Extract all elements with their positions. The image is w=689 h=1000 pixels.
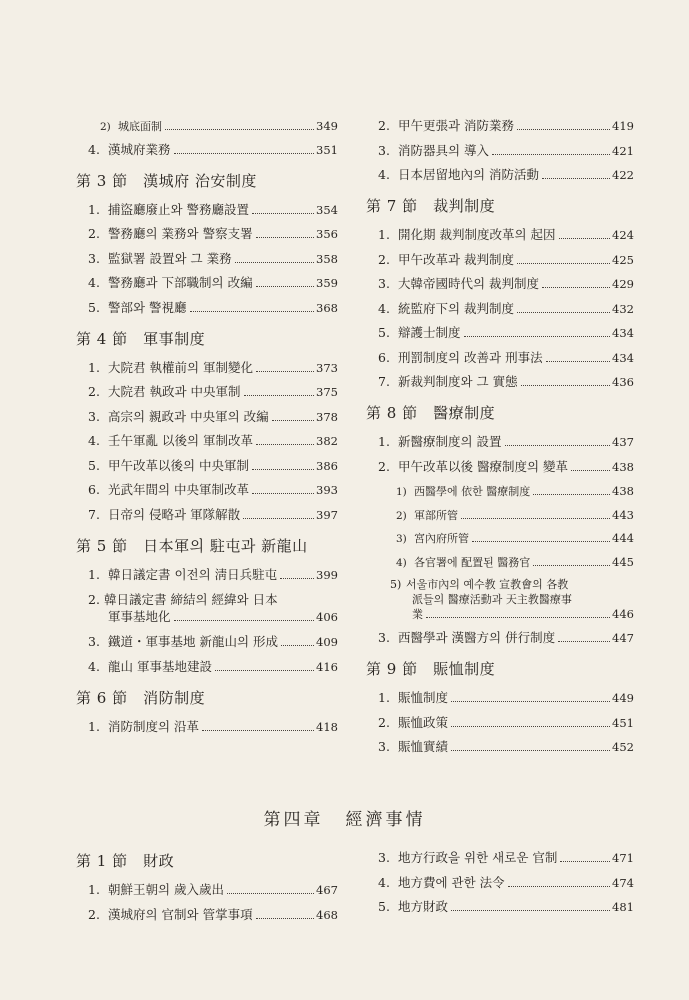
toc-entry <box>76 300 338 316</box>
page-number: 375 <box>316 385 338 399</box>
toc-entry <box>76 882 338 898</box>
toc-entry <box>366 118 634 134</box>
entry-number: 3. <box>88 250 100 266</box>
entry-number: 3. <box>378 276 390 291</box>
toc-entry <box>366 434 634 450</box>
entry-title: 壬午軍亂 以後의 軍制改革 <box>108 433 254 448</box>
entry-title: 漢城府業務 <box>108 141 171 157</box>
page-number: 434 <box>612 350 634 365</box>
page-number: 349 <box>316 119 338 133</box>
toc-entry <box>366 483 634 500</box>
page-number: 409 <box>316 635 338 649</box>
page-number: 449 <box>612 691 634 705</box>
entry-number: 4. <box>378 167 390 182</box>
dot-leader <box>215 670 314 671</box>
entry-title: 各官署에 配置된 醫務官 <box>414 555 531 569</box>
dot-leader <box>256 371 314 372</box>
entry-number: 3. <box>378 630 390 645</box>
toc-entry-line <box>366 577 634 592</box>
section-heading: 第 8 節 醫療制度 <box>366 404 496 422</box>
entry-number: 5. <box>378 899 390 914</box>
dot-leader <box>426 617 610 618</box>
entry-number: 1. <box>88 718 100 734</box>
toc-entry <box>366 325 634 341</box>
page-number: 418 <box>316 719 338 734</box>
entry-title: 監獄署 設置와 그 業務 <box>108 250 232 266</box>
dot-leader <box>542 287 610 288</box>
entry-title: 西醫學에 依한 醫療制度 <box>414 485 531 498</box>
dot-leader <box>542 178 610 179</box>
toc-entry-line <box>76 608 338 626</box>
page-number: 437 <box>612 435 634 449</box>
entry-number: 4. <box>378 874 390 890</box>
page-number: 467 <box>316 883 338 897</box>
entry-title: 西醫學과 漢醫方의 併行制度 <box>398 630 556 645</box>
entry-title: 新裁判制度와 그 實態 <box>398 374 518 389</box>
entry-number: 1. <box>88 359 100 375</box>
toc-entry-multiline <box>76 591 338 626</box>
dot-leader <box>533 494 610 495</box>
dot-leader <box>280 578 314 579</box>
entry-title: 賑恤實績 <box>398 739 449 754</box>
entry-title: 捕盜廳廢止와 警務廳設置 <box>108 201 250 217</box>
entry-title: 統監府下의 裁判制度 <box>398 300 515 316</box>
toc-entry <box>76 118 338 135</box>
toc-entry <box>366 276 634 292</box>
dot-leader <box>472 541 610 542</box>
entry-title: 警務廳과 下部職制의 改編 <box>108 275 253 290</box>
toc-entry <box>366 374 634 390</box>
toc-entry <box>76 275 338 291</box>
entry-number: 4. <box>88 658 100 674</box>
entry-number: 6. <box>378 349 390 365</box>
toc-entry <box>76 507 338 523</box>
entry-number: 2. <box>378 458 390 474</box>
dot-leader <box>517 263 610 264</box>
entry-title: 新醫療制度의 設置 <box>398 434 502 449</box>
entry-title: 地方財政 <box>398 899 449 914</box>
entry-title: 城底面制 <box>118 120 162 133</box>
entry-title: 韓日議定書 締結의 經緯와 日本 <box>104 592 278 607</box>
entry-title: 漢城府의 官制와 管掌事項 <box>108 906 253 922</box>
entry-number: 3. <box>378 142 390 158</box>
entry-number: 1) <box>396 486 407 498</box>
page-number: 446 <box>612 607 634 621</box>
entry-number: 1. <box>88 882 100 897</box>
page-number: 444 <box>612 531 634 545</box>
entry-title: 辯護士制度 <box>398 325 461 340</box>
entry-number: 3. <box>88 634 100 649</box>
entry-number: 2) <box>100 121 111 133</box>
toc-entry <box>76 142 338 158</box>
entry-number: 3. <box>378 739 390 754</box>
entry-number: 2. <box>88 226 100 241</box>
entry-title: 高宗의 親政과 中央軍의 改編 <box>108 408 269 424</box>
entry-number: 2. <box>88 592 100 607</box>
entry-number: 1. <box>378 227 390 242</box>
entry-number: 2. <box>378 251 390 267</box>
chapter-label: 第四章 <box>263 810 324 830</box>
dot-leader <box>521 385 610 386</box>
entry-number: 2. <box>88 384 100 399</box>
page-number: 434 <box>612 326 634 340</box>
toc-entry <box>76 226 338 242</box>
toc-entry <box>366 530 634 547</box>
page-number: 373 <box>316 360 338 375</box>
page-number: 378 <box>316 409 338 424</box>
entry-title: 龍山 軍事基地建設 <box>108 658 212 674</box>
entry-number: 2) <box>396 509 407 522</box>
page-number: 445 <box>612 554 634 569</box>
dot-leader <box>451 726 610 727</box>
entry-title: 韓日議定書 이전의 淸日兵駐屯 <box>108 566 278 582</box>
entry-title: 光武年間의 中央軍制改革 <box>108 482 250 497</box>
dot-leader <box>174 153 315 154</box>
toc-entry <box>366 507 634 524</box>
toc-entry <box>76 634 338 650</box>
toc-entry <box>76 433 338 449</box>
page-number: 429 <box>612 277 634 291</box>
chapter-title: 經濟事情 <box>345 810 426 830</box>
entry-title: 日本居留地內의 消防活動 <box>398 167 540 182</box>
entry-number: 5) <box>390 578 402 591</box>
dot-leader <box>256 918 314 919</box>
page-number: 358 <box>316 251 338 266</box>
entry-number: 7. <box>88 506 100 522</box>
toc-entry <box>366 459 634 475</box>
entry-number: 5. <box>88 299 100 315</box>
page-number: 438 <box>612 484 634 498</box>
page-number: 419 <box>612 119 634 133</box>
chapter-heading <box>0 805 689 830</box>
section-heading: 第 6 節 消防制度 <box>76 688 206 707</box>
toc-entry <box>76 409 338 425</box>
entry-title: 大院君 執政과 中央軍制 <box>108 384 241 399</box>
entry-title: 宮內府所管 <box>414 532 469 545</box>
dot-leader <box>508 886 610 887</box>
entry-title: 朝鮮王朝의 歲入歲出 <box>108 882 225 897</box>
toc-entry <box>76 251 338 267</box>
entry-number: 4. <box>88 141 100 157</box>
dot-leader <box>252 469 314 470</box>
page-number: 393 <box>316 483 338 497</box>
toc-entry <box>76 482 338 498</box>
entry-title: 甲午改革以後 醫療制度의 變革 <box>398 458 569 474</box>
entry-number: 2. <box>88 906 100 922</box>
dot-leader <box>243 518 314 519</box>
dot-leader <box>256 286 314 287</box>
page-number: 447 <box>612 631 634 645</box>
entry-number: 2. <box>378 714 390 730</box>
toc-entry <box>366 143 634 159</box>
toc-entry <box>366 850 634 866</box>
dot-leader <box>533 565 610 566</box>
entry-title: 消防器具의 導入 <box>398 142 490 158</box>
toc-entry <box>76 907 338 923</box>
dot-leader <box>256 444 314 445</box>
toc-column-right-bottom <box>366 850 634 924</box>
entry-title: 大院君 執權前의 軍制變化 <box>108 359 254 375</box>
dot-leader <box>492 154 610 155</box>
page-number: 471 <box>612 851 634 865</box>
toc-entry <box>76 659 338 675</box>
page-number: 368 <box>316 300 338 315</box>
section-heading: 第 3 節 漢城府 治安制度 <box>76 171 257 190</box>
toc-entry <box>366 167 634 183</box>
entry-number: 6. <box>88 482 100 497</box>
toc-column-right-top <box>366 118 634 764</box>
dot-leader <box>227 893 314 894</box>
entry-number: 4. <box>88 275 100 290</box>
entry-title: 甲午改革以後의 中央軍制 <box>108 457 250 473</box>
entry-title: 軍部所管 <box>414 508 458 522</box>
entry-title-continued: 軍事基地化 <box>108 609 171 624</box>
page-number: 432 <box>612 301 634 316</box>
toc-entry <box>366 554 634 571</box>
entry-title: 日帝의 侵略과 軍隊解散 <box>108 506 241 522</box>
entry-number: 1. <box>88 201 100 217</box>
page-number: 399 <box>316 567 338 582</box>
section-heading: 第 7 節 裁判制度 <box>366 197 496 215</box>
entry-number: 1. <box>378 434 390 449</box>
page-number: 474 <box>612 875 634 890</box>
toc-entry <box>366 252 634 268</box>
page-number: 468 <box>316 907 338 922</box>
toc-entry <box>366 739 634 755</box>
toc-entry <box>366 227 634 243</box>
dot-leader <box>571 470 610 471</box>
section-heading: 第 1 節 財政 <box>76 852 175 870</box>
page-number: 406 <box>316 610 338 624</box>
dot-leader <box>558 641 610 642</box>
toc-entry <box>76 384 338 400</box>
dot-leader <box>517 129 610 130</box>
toc-entry <box>366 899 634 915</box>
page-number: 436 <box>612 375 634 389</box>
page-number: 359 <box>316 276 338 290</box>
entry-title: 警務廳의 業務와 警察支署 <box>108 226 253 241</box>
entry-number: 5. <box>88 457 100 473</box>
entry-number: 1. <box>88 566 100 582</box>
entry-title: 警部와 警視廳 <box>108 299 187 315</box>
dot-leader <box>505 445 610 446</box>
toc-entry <box>366 690 634 706</box>
toc-entry <box>366 875 634 891</box>
toc-column-left-top <box>76 118 338 743</box>
entry-number: 7. <box>378 374 390 389</box>
entry-title: 賑恤政策 <box>398 714 449 730</box>
page-number: 386 <box>316 458 338 473</box>
toc-entry-line <box>366 607 634 622</box>
page-number: 443 <box>612 507 634 522</box>
entry-number: 3) <box>396 533 407 545</box>
page-number: 416 <box>316 659 338 674</box>
page-number: 452 <box>612 740 634 754</box>
entry-title: 甲午更張과 消防業務 <box>398 118 515 133</box>
entry-title: 刑罰制度의 改善과 刑事法 <box>398 349 543 365</box>
entry-number: 1. <box>378 690 390 705</box>
page-number: 424 <box>612 228 634 242</box>
page-number: 421 <box>612 143 634 158</box>
section-heading: 第 5 節 日本軍의 駐屯과 新龍山 <box>76 536 308 555</box>
dot-leader <box>252 213 314 214</box>
entry-number: 3. <box>88 408 100 424</box>
entry-title: 消防制度의 沿革 <box>108 718 200 734</box>
toc-entry <box>76 719 338 735</box>
toc-entry <box>366 630 634 646</box>
dot-leader <box>190 311 314 312</box>
entry-title: 甲午改革과 裁判制度 <box>398 251 515 267</box>
entry-title-continued: 業 <box>412 608 423 621</box>
dot-leader <box>451 910 610 911</box>
page-number: 451 <box>612 715 634 730</box>
dot-leader <box>517 312 610 313</box>
dot-leader <box>252 493 314 494</box>
entry-title: 地方費에 관한 法令 <box>398 874 505 890</box>
entry-number: 5. <box>378 325 390 340</box>
entry-title: 鐵道・軍事基地 新龍山의 形成 <box>108 634 279 649</box>
entry-title-continued: 派들의 醫療活動과 天主教醫療事 <box>412 593 572 606</box>
toc-column-left-bottom <box>76 850 338 931</box>
dot-leader <box>165 129 314 130</box>
entry-number: 2. <box>378 118 390 133</box>
dot-leader <box>464 336 611 337</box>
toc-entry <box>76 360 338 376</box>
dot-leader <box>244 395 315 396</box>
entry-title: 開化期 裁判制度改革의 起因 <box>398 227 556 242</box>
dot-leader <box>272 420 314 421</box>
page-number: 425 <box>612 252 634 267</box>
entry-number: 4. <box>88 433 100 448</box>
page-number: 397 <box>316 507 338 522</box>
entry-title: 서울市內의 예수教 宣教會의 各教 <box>406 578 569 591</box>
section-heading: 第 4 節 軍事制度 <box>76 329 206 348</box>
toc-entry <box>366 301 634 317</box>
dot-leader <box>559 238 611 239</box>
section-heading: 第 9 節 賑恤制度 <box>366 660 496 678</box>
page-number: 438 <box>612 459 634 474</box>
dot-leader <box>202 730 314 731</box>
toc-entry <box>76 458 338 474</box>
entry-title: 大韓帝國時代의 裁判制度 <box>398 276 540 291</box>
dot-leader <box>451 701 610 702</box>
toc-entry-line <box>76 591 338 608</box>
dot-leader <box>451 750 610 751</box>
dot-leader <box>281 645 314 646</box>
page-number: 481 <box>612 900 634 914</box>
dot-leader <box>560 861 610 862</box>
page-number: 351 <box>316 142 338 157</box>
toc-entry-line <box>366 592 634 607</box>
toc-entry <box>76 202 338 218</box>
dot-leader <box>174 620 315 621</box>
dot-leader <box>546 361 610 362</box>
dot-leader <box>256 237 314 238</box>
toc-entry-multiline <box>366 577 634 622</box>
page-number: 356 <box>316 227 338 241</box>
entry-title: 地方行政을 위한 새로운 官制 <box>398 850 558 865</box>
dot-leader <box>461 518 610 519</box>
page-number: 422 <box>612 168 634 182</box>
dot-leader <box>235 262 314 263</box>
toc-entry <box>76 567 338 583</box>
entry-number: 3. <box>378 850 390 865</box>
entry-number: 4) <box>396 556 407 569</box>
entry-title: 賑恤制度 <box>398 690 449 705</box>
toc-entry <box>366 715 634 731</box>
toc-entry <box>366 350 634 366</box>
page-number: 382 <box>316 434 338 448</box>
page-number: 354 <box>316 202 338 217</box>
entry-number: 4. <box>378 300 390 316</box>
